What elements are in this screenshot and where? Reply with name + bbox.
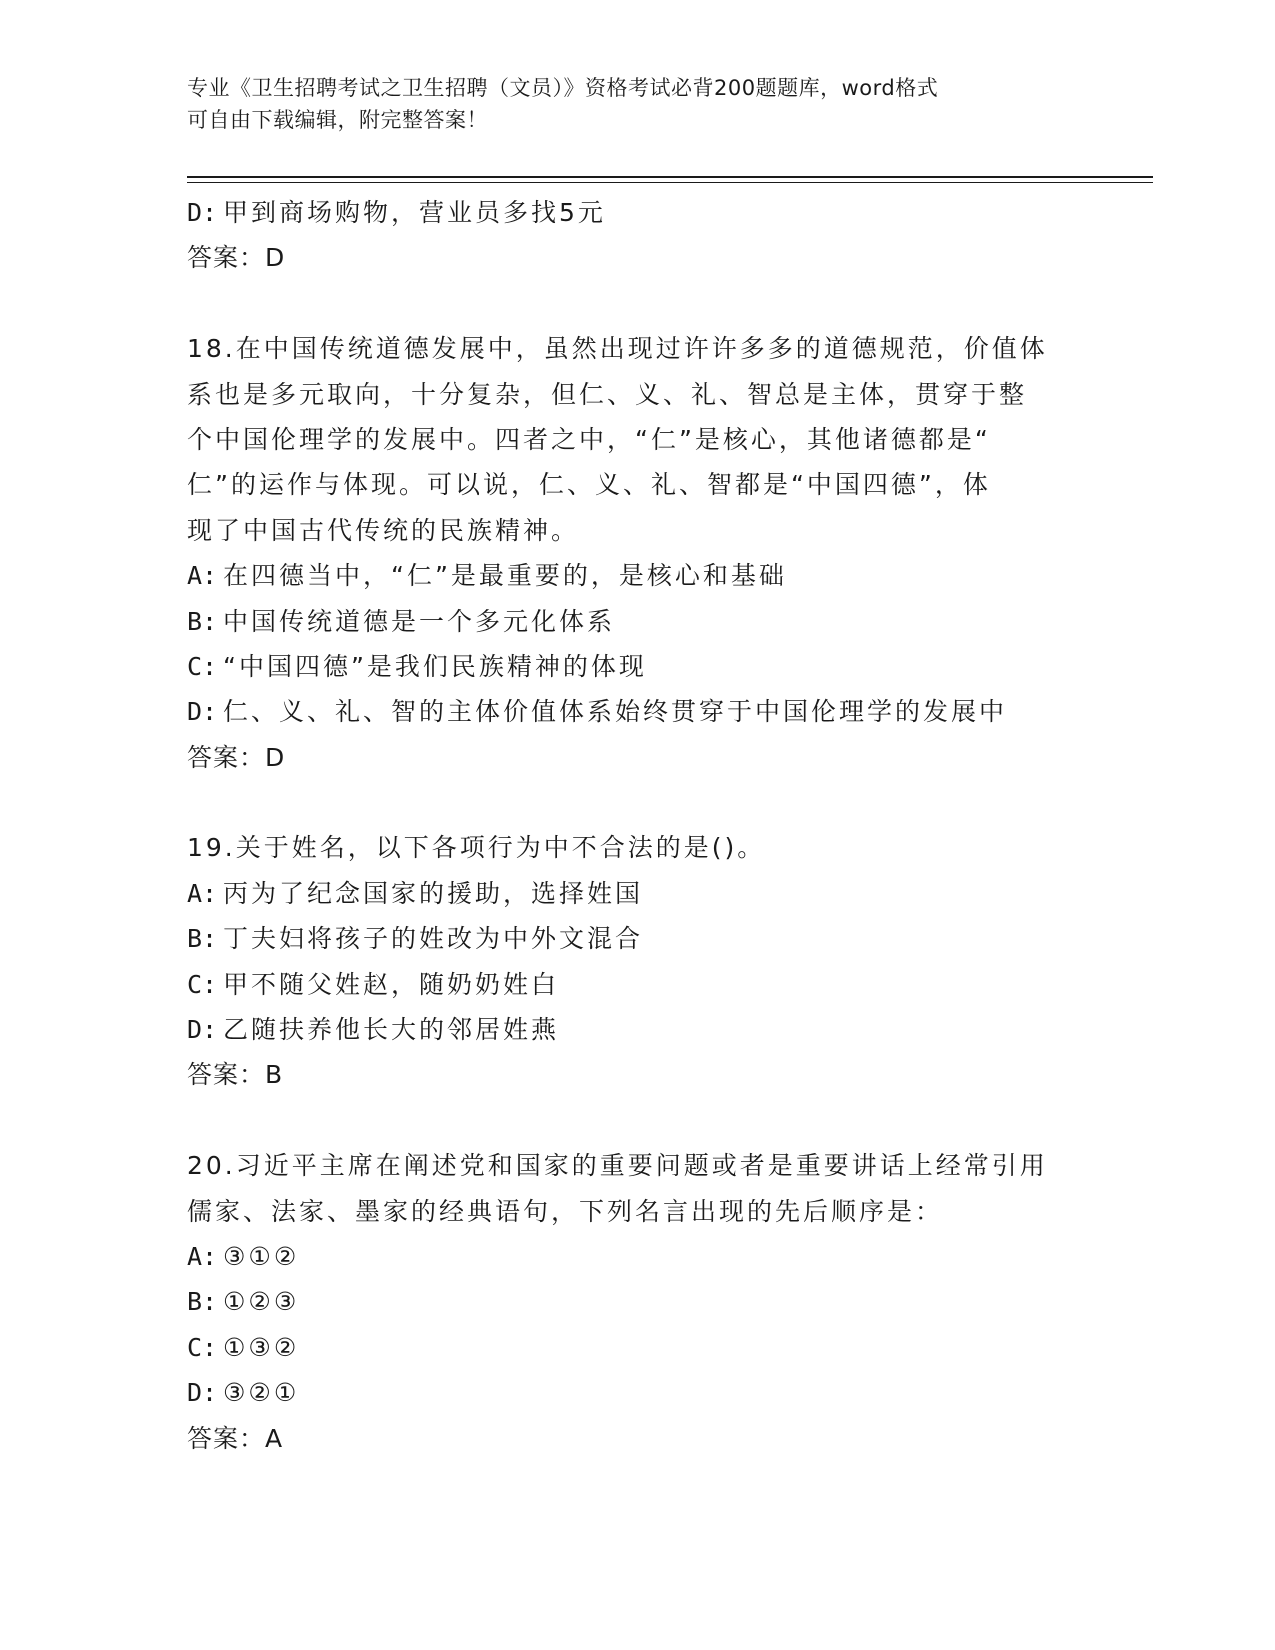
option-label: D: xyxy=(187,697,218,727)
spacer xyxy=(187,281,1087,326)
option-d xyxy=(187,689,1087,734)
header-line-2: 可自由下载编辑，附完整答案！ xyxy=(187,108,488,132)
option-d xyxy=(187,1007,1087,1052)
question-20 xyxy=(187,1143,1087,1461)
spacer xyxy=(187,780,1087,825)
answer-line: 答案：B xyxy=(187,1060,284,1090)
option-text: 乙随扶养他长大的邻居姓燕 xyxy=(223,1015,560,1045)
option-text: 丙为了纪念国家的援助，选择姓国 xyxy=(223,878,644,908)
option-label: B: xyxy=(187,924,218,954)
option-a xyxy=(187,871,1087,916)
question-text-line: 儒家、法家、墨家的经典语句，下列名言出现的先后顺序是： xyxy=(187,1196,944,1226)
option-text: ①②③ xyxy=(223,1287,300,1317)
question-list xyxy=(187,190,1087,1461)
header-divider-thin xyxy=(187,182,1153,183)
question-text-line: 20.习近平主席在阐述党和国家的重要问题或者是重要讲话上经常引用 xyxy=(187,1151,1048,1181)
question-text-line: 系也是多元取向，十分复杂，但仁、义、礼、智总是主体，贯穿于整 xyxy=(187,379,1028,409)
option-label: A: xyxy=(187,878,218,908)
option-label: C: xyxy=(187,1332,218,1362)
option-text: 仁、义、礼、智的主体价值体系始终贯穿于中国伦理学的发展中 xyxy=(223,697,1008,727)
option-a xyxy=(187,553,1087,598)
option-label: B: xyxy=(187,606,218,636)
option-text: ①③② xyxy=(223,1332,300,1362)
option-a xyxy=(187,1234,1087,1279)
answer-line: 答案：D xyxy=(187,742,286,772)
option-label: B: xyxy=(187,1287,218,1317)
option-c xyxy=(187,962,1087,1007)
spacer xyxy=(187,1098,1087,1143)
header-line-1: 专业《卫生招聘考试之卫生招聘（文员）》资格考试必背200题题库，word格式 xyxy=(187,76,939,100)
question-18 xyxy=(187,326,1087,780)
option-label: D: xyxy=(187,198,218,227)
option-c xyxy=(187,1325,1087,1370)
option-text: 在四德当中，“仁”是最重要的，是核心和基础 xyxy=(223,561,787,591)
option-b xyxy=(187,916,1087,961)
option-text: “中国四德”是我们民族精神的体现 xyxy=(223,651,647,681)
option-label: A: xyxy=(187,561,218,591)
option-label: C: xyxy=(187,969,218,999)
option-text: ③①② xyxy=(223,1241,300,1271)
answer-line: 答案：A xyxy=(187,1423,284,1453)
option-text: 甲到商场购物，营业员多找5元 xyxy=(223,198,606,227)
question-text-line: 19.关于姓名，以下各项行为中不合法的是()。 xyxy=(187,833,766,863)
option-text: 中国传统道德是一个多元化体系 xyxy=(223,606,616,636)
option-label: D: xyxy=(187,1015,218,1045)
option-b xyxy=(187,599,1087,644)
question-17-tail xyxy=(187,190,1087,281)
option-label: A: xyxy=(187,1241,218,1271)
option-d xyxy=(187,190,1087,235)
question-19 xyxy=(187,825,1087,1097)
question-text-line: 个中国伦理学的发展中。四者之中，“仁”是核心，其他诸德都是“ xyxy=(187,424,991,454)
question-text-line: 现了中国古代传统的民族精神。 xyxy=(187,515,580,545)
header-divider-thick xyxy=(187,176,1153,178)
option-text: 丁夫妇将孩子的姓改为中外文混合 xyxy=(223,924,644,954)
option-label: D: xyxy=(187,1378,218,1408)
question-text-line: 仁”的运作与体现。可以说，仁、义、礼、智都是“中国四德”，体 xyxy=(187,470,991,500)
document-header xyxy=(187,72,1067,136)
option-text: ③②① xyxy=(223,1378,300,1408)
option-b xyxy=(187,1279,1087,1324)
option-text: 甲不随父姓赵，随奶奶姓白 xyxy=(223,969,560,999)
option-label: C: xyxy=(187,651,218,681)
option-c xyxy=(187,644,1087,689)
option-d xyxy=(187,1370,1087,1415)
answer-line: 答案：D xyxy=(187,243,286,273)
question-text-line: 18.在中国传统道德发展中，虽然出现过许许多多的道德规范，价值体 xyxy=(187,334,1048,364)
